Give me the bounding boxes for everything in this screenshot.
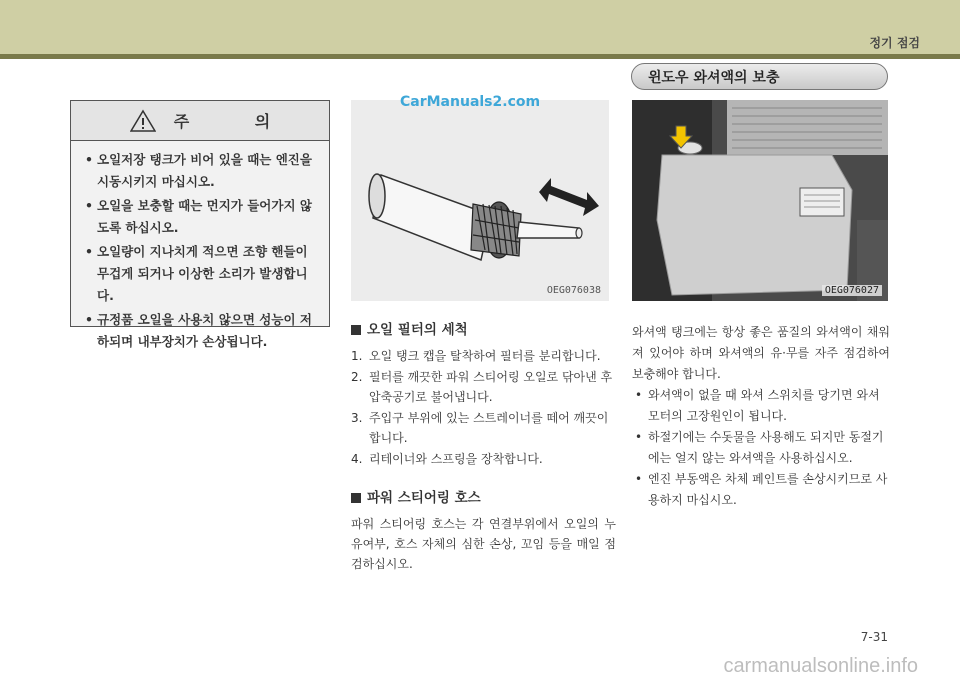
washer-reservoir-photo bbox=[632, 100, 888, 301]
oil-filter-illustration bbox=[351, 100, 609, 301]
step-item bbox=[351, 408, 616, 448]
heading-text: 파워 스티어링 호스 bbox=[367, 490, 481, 506]
washer-bullet: • 와셔액이 없을 때 와셔 스위치를 당기면 와셔 모터의 고장원인이 됩니다. bbox=[632, 385, 890, 427]
step-text: 리테이너와 스프링을 장착합니다. bbox=[369, 452, 543, 466]
watermark-carmanuals: CarManuals2.com bbox=[400, 94, 541, 110]
square-bullet-icon bbox=[351, 493, 361, 503]
step-text: 오일 탱크 캡을 탈착하여 필터를 분리합니다. bbox=[369, 349, 601, 363]
section-heading bbox=[351, 488, 616, 508]
step-item bbox=[351, 346, 616, 366]
step-number: 3. bbox=[351, 411, 363, 425]
step-item bbox=[351, 449, 616, 469]
caution-item: • 규정품 오일을 사용치 않으면 성능이 저하되며 내부장치가 손상됩니다. bbox=[85, 309, 319, 353]
washer-bullet: • 하절기에는 수돗물을 사용해도 되지만 동절기에는 얼지 않는 와셔액을 사용하십시오. bbox=[632, 427, 890, 469]
step-number: 1. bbox=[351, 349, 363, 363]
caution-item: • 오일량이 지나치게 적으면 조향 핸들이 무겁게 되거나 이상한 소리가 발생합니다. bbox=[85, 241, 319, 307]
engine-bay-drawing bbox=[632, 100, 888, 301]
washer-bullet: • 엔진 부동액은 차체 페인트를 손상시키므로 사용하지 마십시오. bbox=[632, 469, 890, 511]
washer-section bbox=[632, 322, 890, 511]
warning-triangle-icon bbox=[130, 109, 156, 133]
step-text: 주입구 부위에 있는 스트레이너를 떼어 깨끗이 합니다. bbox=[369, 411, 609, 445]
square-bullet-icon bbox=[351, 325, 361, 335]
step-item bbox=[351, 367, 616, 407]
step-number: 4. bbox=[351, 452, 363, 466]
heading-text: 오일 필터의 세척 bbox=[367, 322, 468, 338]
step-text: 필터를 깨끗한 파워 스티어링 오일로 닦아낸 후 압축공기로 불어냅니다. bbox=[369, 370, 613, 404]
caution-header bbox=[71, 101, 329, 141]
section-heading bbox=[351, 320, 616, 340]
hose-section bbox=[351, 488, 616, 574]
section-title: 정기 점검 bbox=[869, 36, 920, 50]
caution-title: 주 의 bbox=[173, 112, 301, 131]
washer-intro: 와셔액 탱크에는 항상 좋은 품질의 와셔액이 채워져 있어야 하며 와셔액의 유·무를 자주 점검하여 보충해야 합니다. bbox=[632, 325, 890, 381]
caution-item: • 오일을 보충할 때는 먼지가 들어가지 않도록 하십시오. bbox=[85, 195, 319, 239]
washer-title-pill: 윈도우 와셔액의 보충 bbox=[631, 63, 888, 90]
oil-filter-section bbox=[351, 320, 616, 470]
watermark-site: carmanualsonline.info bbox=[723, 655, 918, 677]
hose-paragraph: 파워 스티어링 호스는 각 연결부위에서 오일의 누유여부, 호스 자체의 심한 손상, 꼬임 등을 매일 점검하십시오. bbox=[351, 517, 616, 571]
figure-code: OEG076027 bbox=[822, 285, 882, 296]
header-band bbox=[0, 0, 960, 54]
header-rule bbox=[0, 54, 960, 59]
caution-list bbox=[71, 141, 329, 353]
steps-list bbox=[351, 346, 616, 469]
filter-drawing bbox=[351, 100, 609, 301]
step-number: 2. bbox=[351, 370, 363, 384]
caution-item: • 오일저장 탱크가 비어 있을 때는 엔진을 시동시키지 마십시오. bbox=[85, 149, 319, 193]
figure-code: OEG076038 bbox=[546, 285, 601, 296]
page-number: 7-31 bbox=[860, 630, 888, 644]
caution-box bbox=[70, 100, 330, 349]
washer-bullets bbox=[632, 385, 890, 511]
